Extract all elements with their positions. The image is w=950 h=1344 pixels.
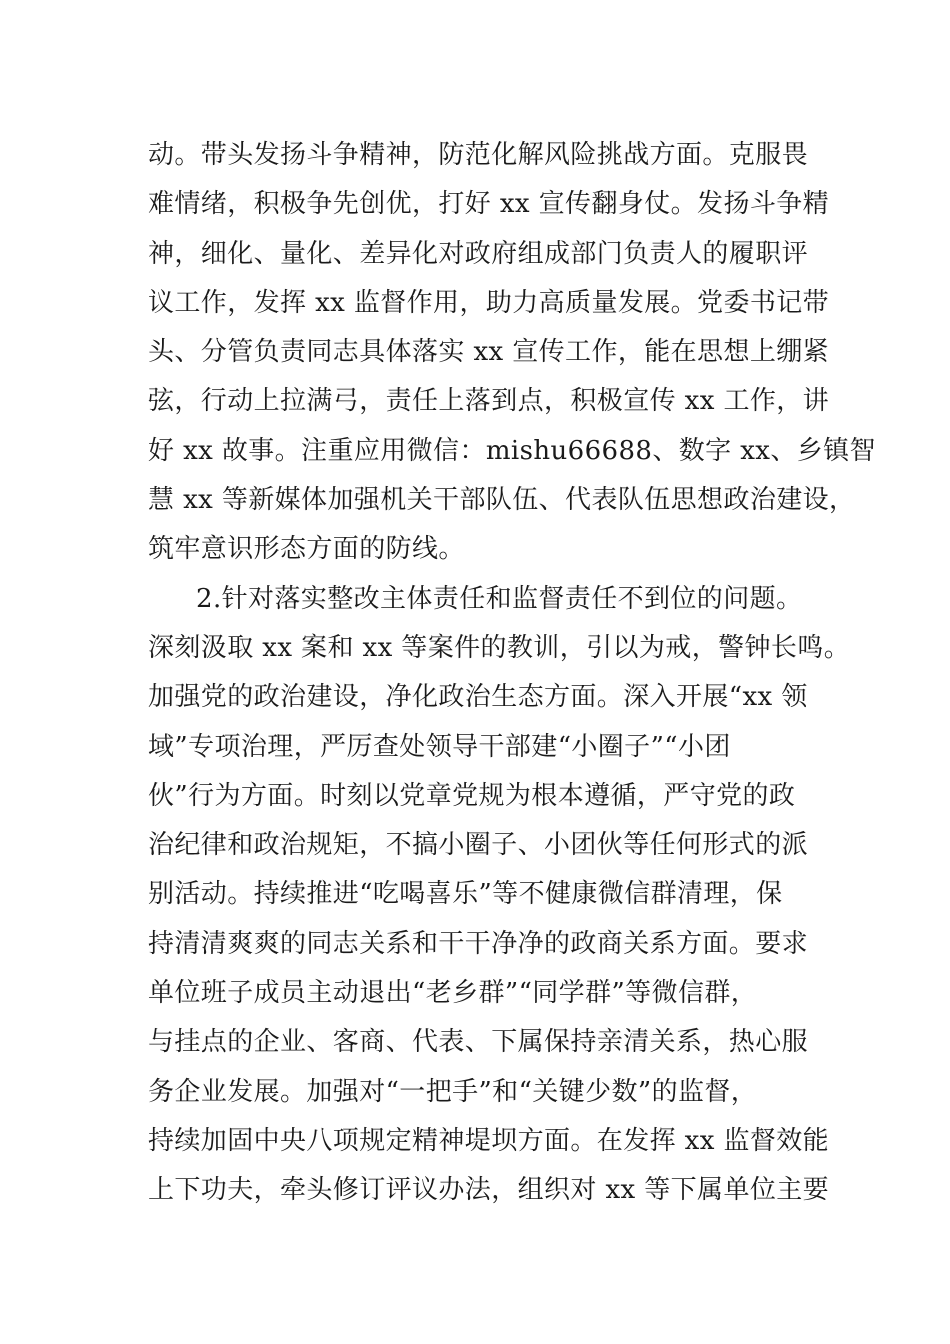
text-line: 域”专项治理，严厉查处领导干部建“小圈子”“小团 — [148, 731, 731, 762]
text-line: 深刻汲取 xx 案和 xx 等案件的教训，引以为戒，警钟长鸣。 — [148, 632, 851, 663]
text-line: 别活动。持续推进“吃喝喜乐”等不健康微信群清理，保 — [148, 879, 783, 910]
text-line: 持续加固中央八项规定精神堤坝方面。在发挥 xx 监督效能 — [148, 1125, 830, 1156]
text-line: 单位班子成员主动退出“老乡群”“同学群”等微信群， — [148, 978, 758, 1009]
text-line: 伙”行为方面。时刻以党章党规为根本遵循，严守党的政 — [148, 780, 796, 811]
text-line: 上下功夫，牵头修订评议办法，组织对 xx 等下属单位主要 — [148, 1175, 830, 1206]
text-line: 2.针对落实整改主体责任和监督责任不到位的问题。 — [196, 583, 803, 614]
text-line: 治纪律和政治规矩，不搞小圈子、小团伙等任何形式的派 — [148, 830, 809, 861]
text-line: 难情绪，积极争先创优，打好 xx 宣传翻身仗。发扬斗争精 — [148, 189, 830, 220]
text-line: 筑牢意识形态方面的防线。 — [148, 534, 465, 565]
text-line: 弦，行动上拉满弓，责任上落到点，积极宣传 xx 工作，讲 — [148, 386, 830, 417]
text-line: 议工作，发挥 xx 监督作用，助力高质量发展。党委书记带 — [148, 287, 830, 318]
text-line: 动。带头发扬斗争精神，防范化解风险挑战方面。克服畏 — [148, 140, 809, 170]
text-line: 慧 xx 等新媒体加强机关干部队伍、代表队伍思想政治建设， — [148, 485, 856, 516]
text-line: 神，细化、量化、差异化对政府组成部门负责人的履职评 — [148, 238, 809, 269]
text-line: 与挂点的企业、客商、代表、下属保持亲清关系，热心服 — [148, 1027, 809, 1058]
text-line: 持清清爽爽的同志关系和干干净净的政商关系方面。要求 — [148, 928, 809, 959]
body-text — [148, 131, 876, 1216]
text-line: 好 xx 故事。注重应用微信：mishu66688、数字 xx、乡镇智 — [148, 435, 876, 466]
text-line: 头、分管负责同志具体落实 xx 宣传工作，能在思想上绷紧 — [148, 337, 830, 368]
text-line: 加强党的政治建设，净化政治生态方面。深入开展“xx 领 — [148, 682, 808, 713]
text-line: 务企业发展。加强对“一把手”和“关键少数”的监督， — [148, 1076, 758, 1107]
